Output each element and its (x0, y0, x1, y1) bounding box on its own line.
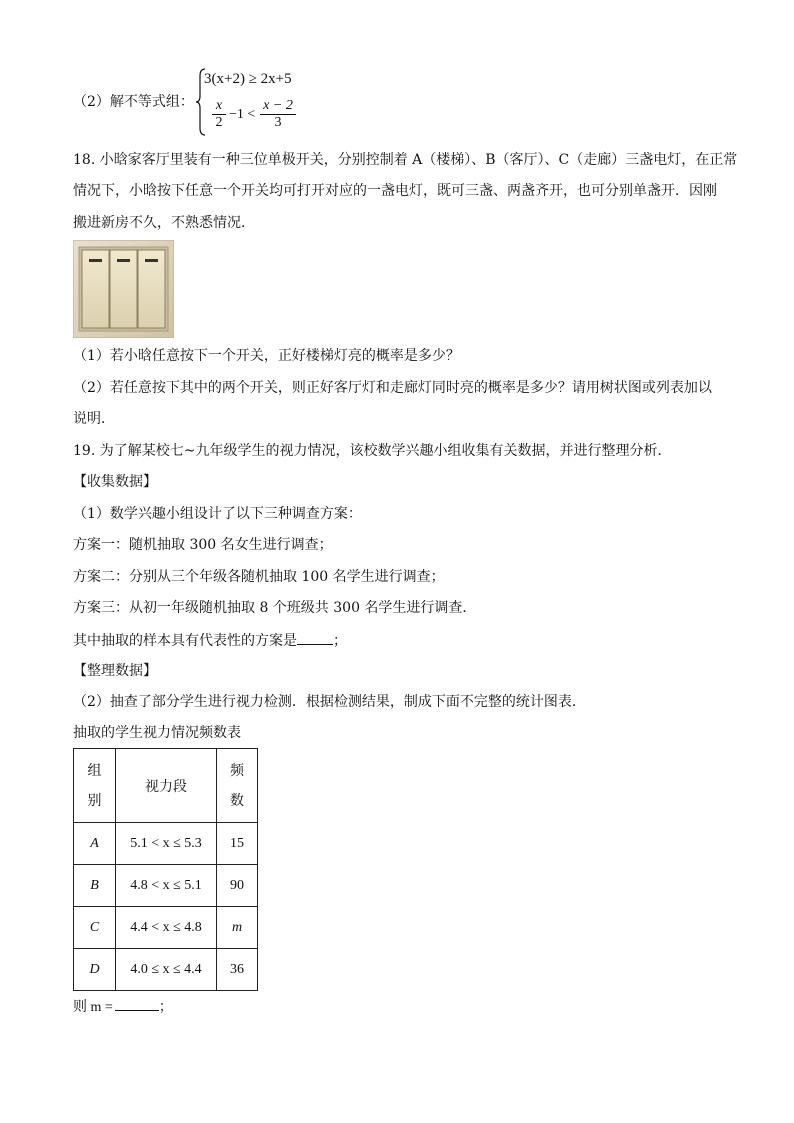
group-cell: D (74, 949, 116, 991)
q18-part2-line-2: 说明． (73, 411, 115, 427)
fraction-x-minus-2-over-3: x − 2 3 (260, 98, 296, 131)
plan-3: 方案三：从初一年级随机抽取 8 个班级共 300 名学生进行调查． (73, 600, 477, 616)
table-row (74, 907, 258, 949)
count-cell: 36 (217, 949, 258, 991)
table-header-row (74, 749, 258, 823)
group-cell: A (74, 823, 116, 865)
group-cell: C (74, 907, 116, 949)
table-row (74, 823, 258, 865)
q17-part2-label: （2）解不等式组： (73, 94, 194, 110)
inequality-1: 3(x+2) ≥ 2x+5 (204, 71, 292, 87)
header-group-text: 组别 (87, 762, 102, 809)
range-cell: 4.0 ≤ x ≤ 4.4 (116, 949, 217, 991)
q18-line-3: 搬进新房不久，不熟悉情况． (73, 215, 255, 231)
q18-line-1: 18. 小晗家客厅里装有一种三位单极开关，分别控制着 A（楼梯）、B（客厅）、C（走廊）三盏电灯，在正常 (73, 152, 738, 168)
header-group (74, 749, 116, 823)
section-collect-data: 【收集数据】 (73, 474, 157, 490)
answer-blank (297, 630, 333, 645)
plan-1: 方案一：随机抽取 300 名女生进行调查； (73, 537, 333, 553)
plan-2: 方案二：分别从三个年级各随机抽取 100 名学生进行调查； (73, 569, 445, 585)
count-cell: m (217, 907, 258, 949)
header-count (217, 749, 258, 823)
table-title: 抽取的学生视力情况频数表 (73, 725, 241, 741)
light-switch-image (73, 240, 174, 338)
q18-part1: （1）若小晗任意按下一个开关，正好楼梯灯亮的概率是多少？ (73, 348, 460, 364)
range-cell: 4.8 < x ≤ 5.1 (116, 865, 217, 907)
fraction-x-over-2: x 2 (212, 98, 226, 131)
q19-answer-line: 则 m = ； (73, 996, 173, 1018)
inequality-system (196, 68, 326, 136)
table-row (74, 865, 258, 907)
frequency-table (73, 748, 258, 991)
inequality-2-middle: −1 < (229, 107, 256, 122)
q19-question-1: 其中抽取的样本具有代表性的方案是 ； (73, 630, 347, 651)
range-cell: 4.4 < x ≤ 4.8 (116, 907, 217, 949)
q18-line-2: 情况下，小晗按下任意一个开关均可打开对应的一盏电灯，既可三盏、两盏齐开，也可分别单盏开．因刚 (73, 183, 717, 199)
answer-blank-m (115, 996, 159, 1011)
section-organize-data: 【整理数据】 (73, 663, 157, 679)
header-range: 视力段 (116, 749, 217, 823)
q19-intro: 19. 为了解某校七~九年级学生的视力情况，该校数学兴趣小组收集有关数据，并进行整理分析． (73, 443, 672, 459)
count-cell: 15 (217, 823, 258, 865)
q19-part2: （2）抽查了部分学生进行视力检测．根据检测结果，制成下面不完整的统计图表． (73, 694, 586, 710)
header-count-text: 频数 (230, 762, 244, 809)
range-cell: 5.1 < x ≤ 5.3 (116, 823, 217, 865)
count-cell: 90 (217, 865, 258, 907)
group-cell: B (74, 865, 116, 907)
q18-part2-line-1: （2）若任意按下其中的两个开关，则正好客厅灯和走廊灯同时亮的概率是多少？请用树状图或列表加以 (73, 380, 712, 396)
table-row (74, 949, 258, 991)
q19-part1: （1）数学兴趣小组设计了以下三种调查方案： (73, 506, 362, 522)
